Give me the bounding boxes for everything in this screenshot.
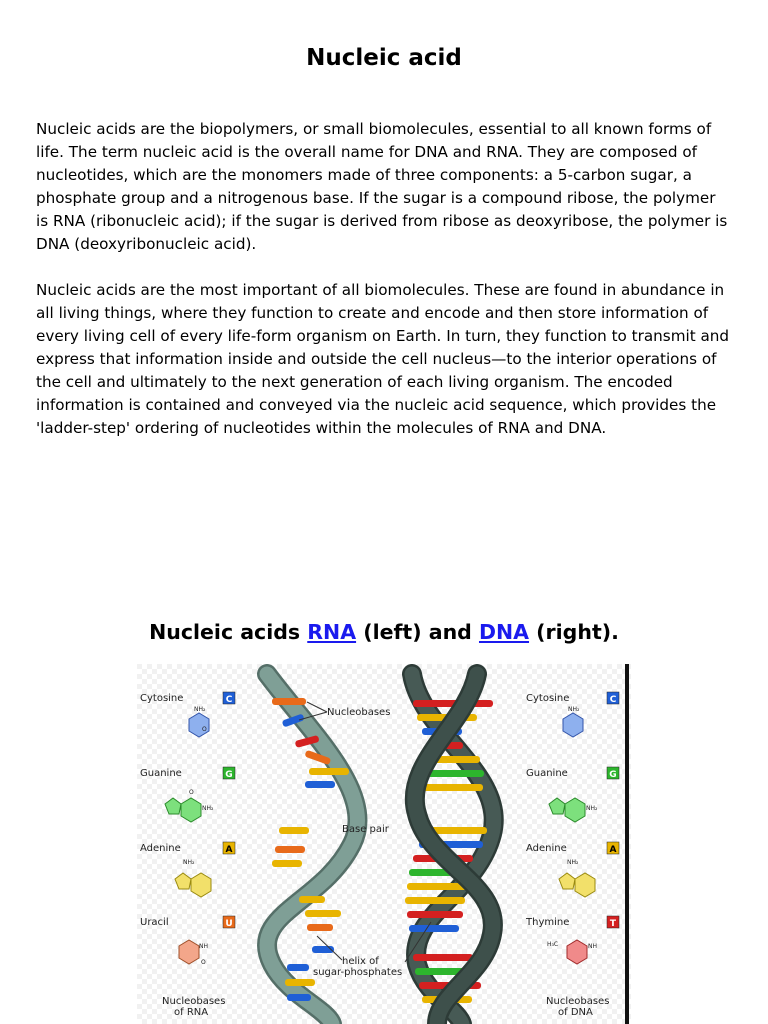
caption-text-before: Nucleic acids — [149, 620, 308, 644]
dna-letter-1: G — [609, 770, 617, 780]
label-helix-line1: helix of — [342, 956, 379, 967]
dna-base-name-0: Cytosine — [526, 693, 570, 704]
dna-base-pair — [407, 883, 467, 890]
rna-base — [285, 979, 315, 986]
rna-letter-2: A — [225, 845, 233, 855]
dna-footer-line2: of DNA — [558, 1007, 593, 1018]
rna-base — [272, 860, 302, 867]
rna-letter-0: C — [225, 695, 233, 705]
dna-base-pair — [405, 897, 465, 904]
label-nucleobases: Nucleobases — [327, 707, 391, 718]
chem-o: O — [202, 726, 207, 733]
label-helix-line2: sugar-phosphates — [313, 967, 403, 978]
page-title: Nucleic acid — [306, 45, 462, 71]
rna-base — [279, 827, 309, 834]
dna-base-pair — [409, 925, 459, 932]
rna-base — [272, 698, 306, 705]
rna-link[interactable]: RNA — [307, 620, 357, 644]
dna-letter-3: T — [609, 919, 617, 929]
rna-dna-diagram — [137, 664, 631, 1024]
dna-link[interactable]: DNA — [478, 620, 530, 644]
chem-nh: NH — [588, 943, 597, 950]
chem-nh2: NH₂ — [183, 859, 195, 866]
chem-h3c: H₃C — [547, 941, 559, 948]
caption-text-middle: (left) and — [356, 620, 479, 644]
rna-base — [305, 910, 341, 917]
rna-letter-1: G — [225, 770, 233, 780]
rna-base-name-3: Uracil — [140, 917, 169, 928]
rna-base — [299, 896, 325, 903]
label-base-pair: Base pair — [342, 824, 389, 835]
dna-footer-line1: Nucleobases — [546, 996, 610, 1007]
dna-base-name-2: Adenine — [526, 843, 567, 854]
chem-nh2: NH₂ — [567, 859, 579, 866]
dna-base-name-3: Thymine — [526, 917, 570, 928]
paragraph-importance: Nucleic acids are the most important of all biomolecules. These are found in abundance in all living things, where they function to create and encode and then store information of every living cell of every life-form organism on Earth. In turn, they function to transmit and express that information inside and outside the cell nucleus—to the interior operations of the cell and ultimately to the next generation of each living organism. The encoded information is contained and conveyed via the nucleic acid sequence, which provides the 'ladder-step' ordering of nucleotides within the molecules of RNA and DNA. — [36, 281, 730, 437]
chem-nh2: NH₂ — [202, 805, 214, 812]
chem-nh2: NH₂ — [586, 805, 598, 812]
dna-base-name-1: Guanine — [526, 768, 568, 779]
chem-nh2: NH₂ — [194, 706, 206, 713]
diagram-svg — [137, 664, 631, 1024]
dna-letter-2: A — [609, 845, 617, 855]
rna-footer-line1: Nucleobases — [162, 996, 226, 1007]
rna-base — [275, 846, 305, 853]
chem-o: O — [189, 789, 194, 796]
caption-text-after: (right). — [529, 620, 619, 644]
chem-o: O — [201, 959, 206, 966]
rna-footer-line2: of RNA — [174, 1007, 209, 1018]
rna-base-name-1: Guanine — [140, 768, 182, 779]
rna-base-name-2: Adenine — [140, 843, 181, 854]
dna-base-pair — [413, 954, 473, 961]
chem-nh2: NH₂ — [568, 706, 580, 713]
dna-base-pair — [407, 911, 463, 918]
rna-base — [287, 964, 309, 971]
chem-nh: NH — [199, 943, 208, 950]
rna-base — [309, 768, 349, 775]
rna-base-name-0: Cytosine — [140, 693, 184, 704]
rna-letter-3: U — [225, 919, 233, 929]
diagram-right-border — [625, 664, 629, 1024]
dna-letter-0: C — [609, 695, 617, 705]
figure-caption — [0, 620, 768, 644]
rna-base — [287, 994, 311, 1001]
rna-base — [305, 781, 335, 788]
paragraph-intro: Nucleic acids are the biopolymers, or small biomolecules, essential to all known forms of life. The term nucleic acid is the overall name for DNA and RNA. They are composed of nucleotides, which are the monomers made of three components: a 5-carbon sugar, a phosphate group and a nitrogenous base. If the sugar is a compound ribose, the polymer is RNA (ribonucleic acid); if the sugar is derived from ribose as deoxyribose, the polymer is DNA (deoxyribonucleic acid). — [36, 120, 728, 253]
rna-base — [307, 924, 333, 931]
